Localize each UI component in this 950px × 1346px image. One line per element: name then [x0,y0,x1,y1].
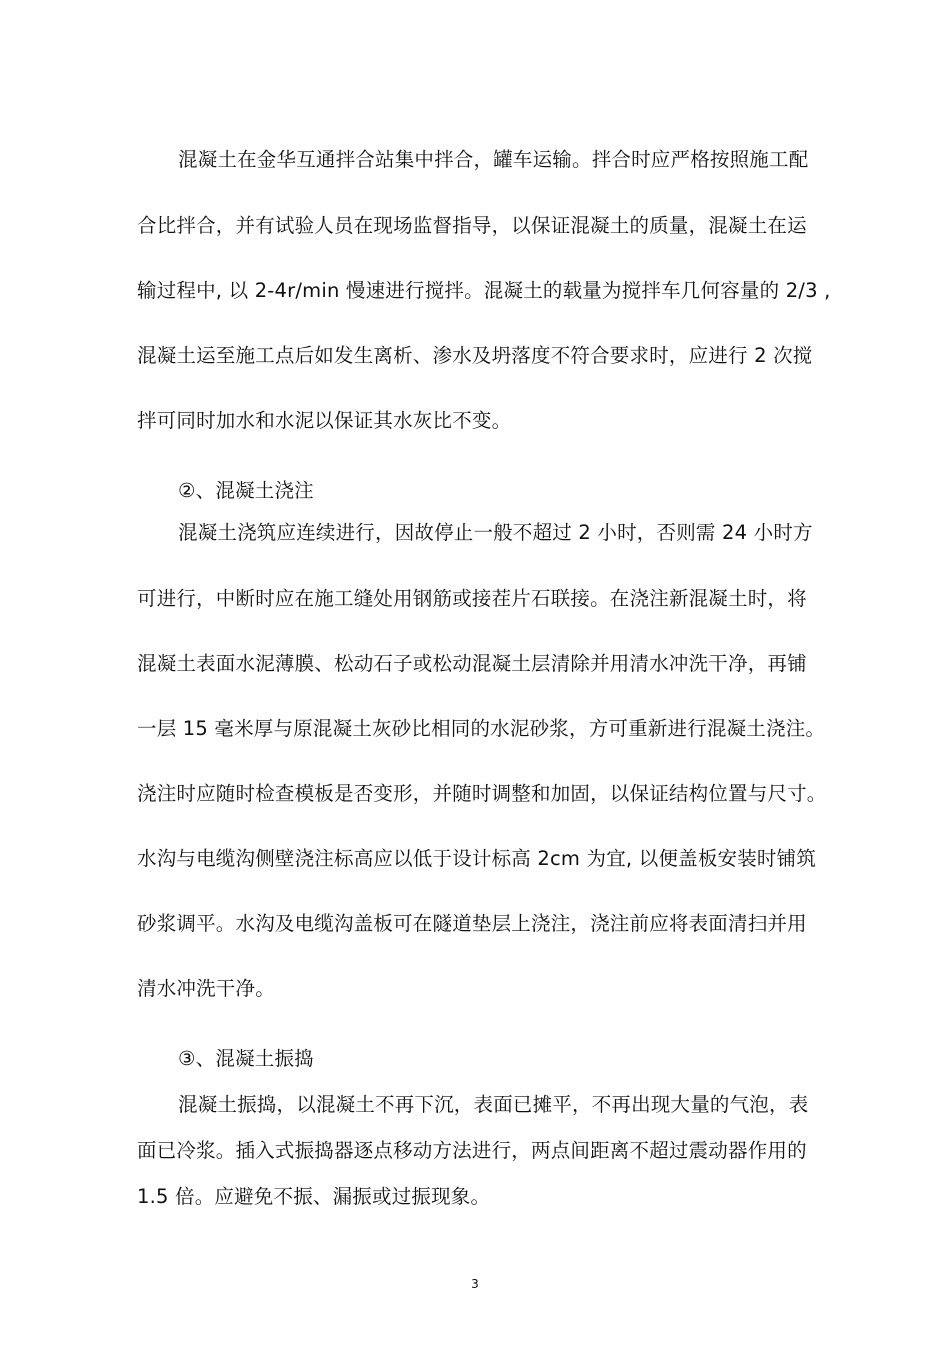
paragraph-1-line-2: 合比拌合，并有试验人员在现场监督指导，以保证混凝土的质量，混凝土在运 [137,214,807,237]
page-number: 3 [471,1277,479,1291]
section-2-heading: ②、混凝土浇注 [178,479,314,502]
section-2-line-1: 混凝土浇筑应连续进行，因故停止一般不超过 2 小时，否则需 24 小时方 [178,521,813,544]
section-2-line-4: 一层 15 毫米厚与原混凝土灰砂比相同的水泥砂浆，方可重新进行混凝土浇注。 [137,717,826,740]
section-2-line-5: 浇注时应随时检查模板是否变形，并随时调整和加固，以保证结构位置与尺寸。 [137,782,827,805]
section-2-line-2: 可进行，中断时应在施工缝处用钢筋或接茬片石联接。在浇注新混凝土时，将 [137,587,807,610]
section-3-line-1: 混凝土振捣，以混凝土不再下沉，表面已摊平，不再出现大量的气泡，表 [178,1093,809,1116]
paragraph-1-line-1: 混凝土在金华互通拌合站集中拌合，罐车运输。拌合时应严格按照施工配 [178,148,809,171]
paragraph-1-line-4: 混凝土运至施工点后如发生离析、渗水及坍落度不符合要求时，应进行 2 次搅 [137,344,813,367]
paragraph-1-line-3: 输过程中, 以 2-4r/min 慢速进行搅拌。混凝土的载量为搅拌车几何容量的 2/3 , [137,279,831,302]
section-2-line-8: 清水冲洗干净。 [137,977,275,1000]
section-2-line-6: 水沟与电缆沟侧壁浇注标高应以低于设计标高 2cm 为宜, 以便盖板安装时铺筑 [137,847,817,870]
paragraph-1-line-5: 拌可同时加水和水泥以保证其水灰比不变。 [137,409,512,432]
section-3-heading: ③、混凝土振捣 [178,1047,314,1070]
section-3-line-2: 面已冷浆。插入式振捣器逐点移动方法进行，两点间距离不超过震动器作用的 [137,1139,807,1162]
section-2-line-7: 砂浆调平。水沟及电缆沟盖板可在隧道垫层上浇注，浇注前应将表面清扫并用 [137,912,807,935]
section-2-line-3: 混凝土表面水泥薄膜、松动石子或松动混凝土层清除并用清水冲洗干净，再铺 [137,652,807,675]
section-3-line-3: 1.5 倍。应避免不振、漏振或过振现象。 [137,1185,491,1208]
